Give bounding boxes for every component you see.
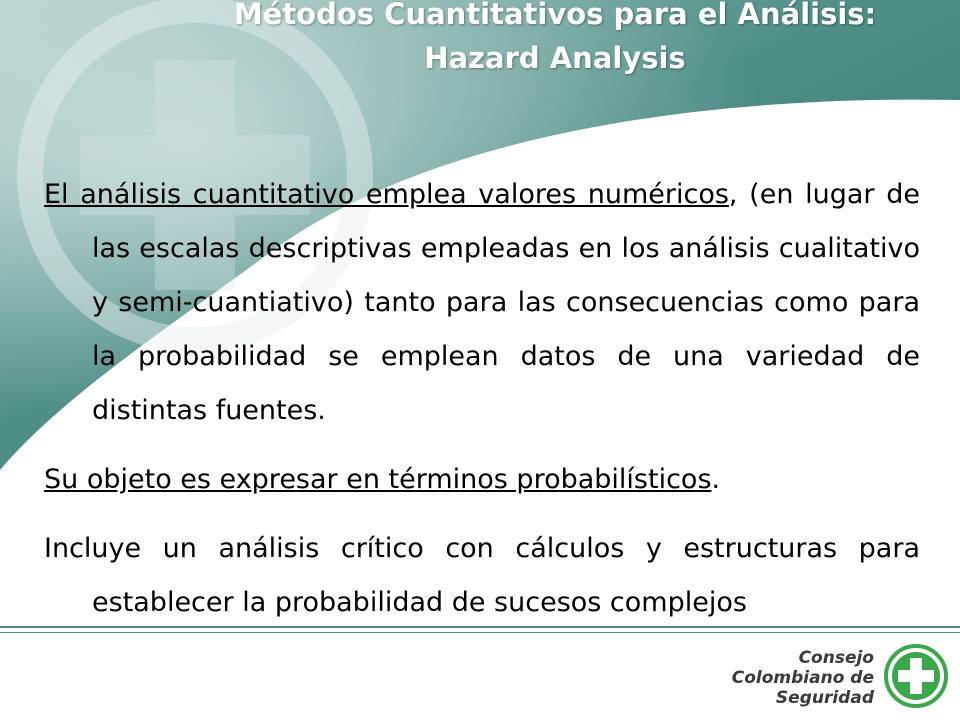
slide-body: [44, 168, 920, 645]
paragraph-1-text: , (en lugar de las escalas descriptivas empleadas en los análisis cualitativo y semi-cuantiativo) tanto para las consecuencias como para la probabilidad se emplean datos de una variedad de distintas fuentes.: [92, 179, 920, 426]
paragraph-2-underlined: Su objeto es expresar en términos probabilísticos: [44, 464, 712, 495]
paragraph-2-text: .: [711, 464, 721, 495]
logo-line-2: Colombiano de: [731, 668, 874, 688]
paragraph-2: [44, 453, 920, 507]
slide-title-line-2: Hazard Analysis: [424, 41, 686, 75]
paragraph-3: [44, 522, 920, 630]
logo-wordmark: [720, 648, 874, 708]
footer-divider-top: [0, 626, 960, 628]
logo-line-3: Seguridad: [775, 688, 874, 708]
paragraph-3-text: Incluye un análisis crítico con cálculos y estructuras para establecer la probabilidad de sucesos complejos: [44, 533, 920, 618]
logo-line-1: Consejo: [798, 648, 874, 668]
paragraph-1-underlined: El análisis cuantitativo emplea valores numéricos: [44, 179, 729, 210]
slide-title: [150, 0, 960, 80]
green-cross-icon: [884, 644, 948, 708]
paragraph-1: [44, 168, 920, 438]
footer-divider-bottom: [0, 632, 960, 633]
slide-title-line-1: Métodos Cuantitativos para el Análisis:: [233, 0, 877, 31]
